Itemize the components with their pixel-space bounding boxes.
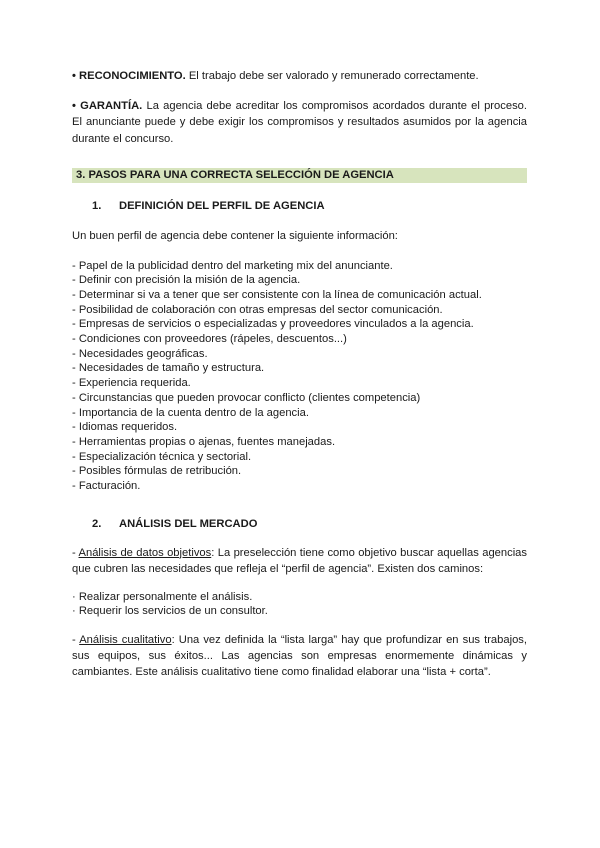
list-item: - Necesidades de tamaño y estructura. xyxy=(72,362,265,375)
paragraph-garantia xyxy=(72,98,527,148)
label-garantia: • GARANTÍA. xyxy=(72,99,143,112)
text-datos-objetivos: : La preselección tiene como objetivo buscar aquellas agencias que cubren las necesidades que refleja el “perfil de agencia”. Existen dos caminos: xyxy=(72,546,527,575)
list-item: · Requerir los servicios de un consultor. xyxy=(72,605,268,618)
subheading-mercado xyxy=(72,516,527,532)
subheading-perfil xyxy=(72,198,527,214)
list-item: · Realizar personalmente el análisis. xyxy=(72,590,253,603)
section-title: 3. PASOS PARA UNA CORRECTA SELECCIÓN DE AGENCIA xyxy=(72,168,527,183)
subheading-number: 2. xyxy=(92,517,102,530)
text-reconocimiento: El trabajo debe ser valorado y remunerado correctamente. xyxy=(185,70,479,82)
subheading-title: ANÁLISIS DEL MERCADO xyxy=(119,517,258,530)
list-item: - Circunstancias que pueden provocar conflicto (clientes competencia) xyxy=(72,391,421,404)
subheading-number: 1. xyxy=(92,200,102,212)
list-item: - Condiciones con proveedores (rápeles, descuentos...) xyxy=(72,333,347,346)
term-cualitativo: Análisis cualitativo xyxy=(79,634,172,647)
list-item: - Papel de la publicidad dentro del marketing mix del anunciante. xyxy=(72,259,393,272)
list-item: - Determinar si va a tener que ser consistente con la línea de comunicación actual. xyxy=(72,288,482,301)
perfil-list xyxy=(72,259,527,494)
list-item: - Posibilidad de colaboración con otras empresas del sector comunicación. xyxy=(72,303,443,316)
list-item: - Importancia de la cuenta dentro de la agencia. xyxy=(72,406,309,419)
term-datos-objetivos: Análisis de datos objetivos xyxy=(78,546,212,559)
text-garantia: La agencia debe acreditar los compromisos acordados durante el proceso. El anunciante puede y debe exigir los compromisos y resultados asumidos por la agencia durante el concurso. xyxy=(72,99,527,145)
perfil-intro: Un buen perfil de agencia debe contener la siguiente información: xyxy=(72,230,398,242)
dash: - xyxy=(72,634,80,647)
list-item: - Definir con precisión la misión de la agencia. xyxy=(72,274,301,287)
list-item: - Empresas de servicios o especializadas y proveedores vinculados a la agencia. xyxy=(72,318,474,331)
list-item: - Especialización técnica y sectorial. xyxy=(72,450,252,463)
list-item: - Necesidades geográficas. xyxy=(72,347,208,360)
text-cualitativo: : Una vez definida la “lista larga” hay que profundizar en sus trabajos, sus equipos, sus éxitos... Las agencias son empresas enormemente dinámicas y cambiantes. Este análisis cualitativo tiene como finalidad elaborar una “lista + corta”. xyxy=(72,634,527,679)
list-item: - Facturación. xyxy=(72,480,141,493)
paragraph-datos-objetivos xyxy=(72,545,527,577)
paragraph-reconocimiento xyxy=(72,68,527,85)
options-list xyxy=(72,590,527,619)
paragraph-cualitativo xyxy=(72,632,527,680)
list-item: - Posibles fórmulas de retribución. xyxy=(72,465,242,478)
list-item: - Experiencia requerida. xyxy=(72,377,191,390)
list-item: - Herramientas propias o ajenas, fuentes manejadas. xyxy=(72,435,336,448)
dash: - xyxy=(72,546,79,559)
label-reconocimiento: • RECONOCIMIENTO. xyxy=(72,70,186,82)
list-item: - Idiomas requeridos. xyxy=(72,421,178,434)
document-page xyxy=(72,68,527,680)
subheading-title: DEFINICIÓN DEL PERFIL DE AGENCIA xyxy=(119,200,325,212)
